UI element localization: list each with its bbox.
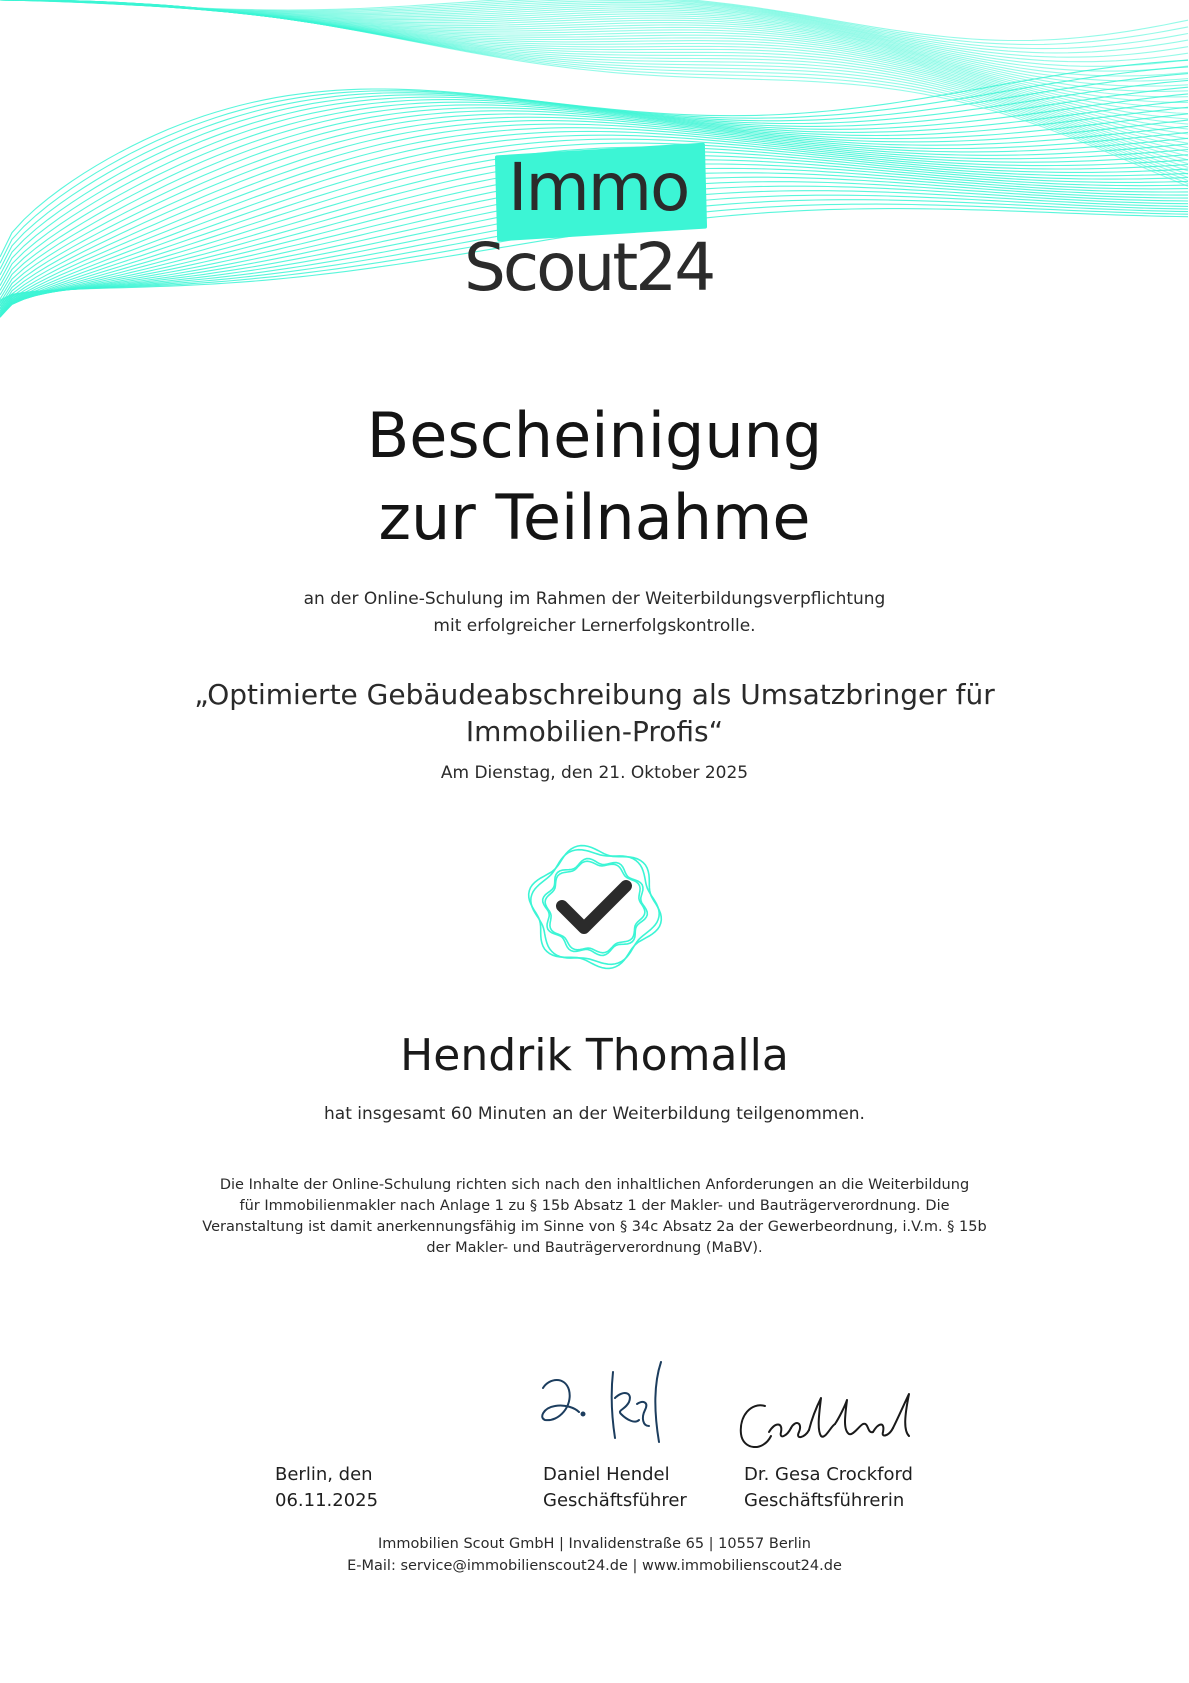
course-title [0, 676, 1189, 750]
signatory-2-name: Dr. Gesa Crockford [744, 1464, 913, 1485]
logo-text-scout24: Scout24 [464, 229, 714, 306]
signatory-1 [543, 1462, 687, 1514]
signature-gesa-crockford [735, 1392, 920, 1457]
checkmark-seal-icon [520, 840, 670, 975]
footer-address: Immobilien Scout GmbH | Invalidenstraße 65 | 10557 Berlin [378, 1536, 811, 1552]
participant-name: Hendrik Thomalla [400, 1030, 789, 1081]
footer [0, 1533, 1189, 1577]
place-and-date [275, 1462, 378, 1514]
title-line-1: Bescheinigung [366, 399, 823, 472]
place-line-2: 06.11.2025 [275, 1490, 379, 1511]
course-line-1: „Optimierte Gebäudeabschreibung als Umsatzbringer für [194, 678, 995, 711]
course-line-2: Immobilien-Profis“ [465, 715, 724, 748]
legal-notice [0, 1175, 1189, 1259]
signatory-1-role: Geschäftsführer [543, 1490, 687, 1511]
legal-line-3: Veranstaltung ist damit anerkennungsfähig im Sinne von § 34c Absatz 2a der Gewerbeordnung, i.V.m. § 15b [202, 1219, 987, 1235]
legal-line-4: der Makler- und Bauträgerverordnung (MaBV). [426, 1240, 763, 1256]
immoscout24-logo [460, 145, 750, 315]
legal-line-1: Die Inhalte der Online-Schulung richten sich nach den inhaltlichen Anforderungen an die Weiterbildung [219, 1177, 970, 1193]
certificate-title [0, 395, 1189, 559]
intro-line-1: an der Online-Schulung im Rahmen der Weiterbildungsverpflichtung [303, 589, 886, 609]
signatory-2-role: Geschäftsführerin [744, 1490, 905, 1511]
signature-daniel-hendel [535, 1360, 685, 1450]
footer-contact: E-Mail: service@immobilienscout24.de | www.immobilienscout24.de [347, 1558, 842, 1574]
course-date: Am Dienstag, den 21. Oktober 2025 [440, 763, 749, 783]
title-line-2: zur Teilnahme [378, 481, 811, 554]
participation-minutes: hat insgesamt 60 Minuten an der Weiterbildung teilgenommen. [324, 1104, 865, 1124]
intro-line-2: mit erfolgreicher Lernerfolgskontrolle. [433, 616, 756, 636]
legal-line-2: für Immobilienmakler nach Anlage 1 zu § 15b Absatz 1 der Makler- und Bauträgerverordnung. Die [239, 1198, 950, 1214]
place-line-1: Berlin, den [275, 1464, 373, 1485]
signatory-1-name: Daniel Hendel [543, 1464, 670, 1485]
signatory-2 [744, 1462, 913, 1514]
intro-text [0, 586, 1189, 640]
logo-text-immo: Immo [508, 149, 689, 226]
